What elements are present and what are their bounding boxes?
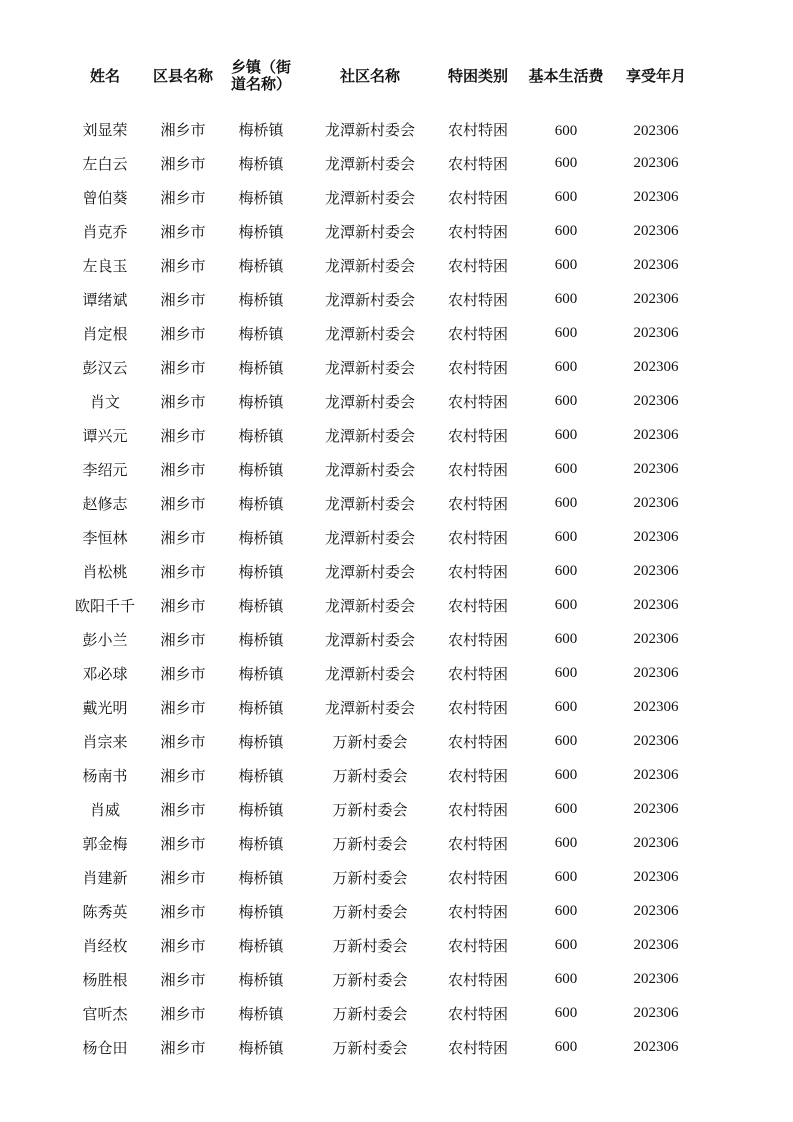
cell-start-month: 202306	[633, 188, 679, 205]
cell-start-month: 202306	[633, 732, 679, 749]
cell-name: 肖威	[89, 800, 120, 819]
cell-category: 农村特困	[447, 868, 508, 887]
cell-category: 农村特困	[447, 936, 508, 955]
cell-county: 湘乡市	[160, 290, 206, 309]
cell-living-allowance: 600	[554, 494, 578, 511]
cell-community: 万新村委会	[332, 834, 408, 853]
cell-name: 刘显荣	[82, 121, 128, 139]
cell-township: 梅桥镇	[238, 290, 284, 309]
cell-start-month: 202306	[633, 358, 679, 375]
cell-county: 湘乡市	[160, 664, 206, 683]
cell-name: 曾伯葵	[82, 188, 128, 207]
cell-living-allowance: 600	[554, 528, 578, 545]
cell-name: 肖宗来	[82, 732, 128, 751]
cell-township: 梅桥镇	[238, 1004, 284, 1023]
subsidy-table	[66, 54, 696, 1064]
cell-township: 梅桥镇	[238, 358, 284, 377]
table-row	[66, 98, 696, 146]
cell-living-allowance: 600	[554, 732, 578, 749]
header-county: 区县名称	[152, 66, 213, 85]
cell-category: 农村特困	[447, 664, 508, 683]
cell-start-month: 202306	[633, 800, 679, 817]
cell-start-month: 202306	[633, 528, 679, 545]
cell-county: 湘乡市	[160, 936, 206, 955]
cell-community: 龙潭新村委会	[324, 121, 415, 139]
cell-start-month: 202306	[633, 392, 679, 409]
cell-start-month: 202306	[633, 766, 679, 783]
cell-start-month: 202306	[633, 123, 679, 139]
cell-start-month: 202306	[633, 290, 679, 307]
cell-name: 欧阳千千	[74, 596, 135, 615]
cell-community: 龙潭新村委会	[324, 562, 415, 581]
cell-county: 湘乡市	[160, 256, 206, 275]
cell-living-allowance: 600	[554, 664, 578, 681]
table-row	[66, 384, 696, 418]
cell-community: 万新村委会	[332, 970, 408, 989]
cell-name: 肖克乔	[82, 222, 128, 241]
cell-start-month: 202306	[633, 868, 679, 885]
cell-community: 龙潭新村委会	[324, 698, 415, 717]
cell-county: 湘乡市	[160, 460, 206, 479]
header-category: 特困类别	[447, 66, 508, 85]
cell-living-allowance: 600	[554, 392, 578, 409]
cell-name: 杨南书	[82, 766, 128, 785]
cell-county: 湘乡市	[160, 121, 206, 139]
cell-community: 龙潭新村委会	[324, 494, 415, 513]
cell-living-allowance: 600	[554, 698, 578, 715]
cell-county: 湘乡市	[160, 596, 206, 615]
cell-name: 官听杰	[82, 1004, 128, 1023]
header-row	[66, 54, 696, 98]
cell-name: 李绍元	[82, 460, 128, 479]
cell-county: 湘乡市	[160, 970, 206, 989]
cell-category: 农村特困	[447, 834, 508, 853]
table-row	[66, 588, 696, 622]
cell-county: 湘乡市	[160, 154, 206, 173]
cell-living-allowance: 600	[554, 426, 578, 443]
cell-township: 梅桥镇	[238, 630, 284, 649]
cell-living-allowance: 600	[554, 154, 578, 171]
cell-community: 龙潭新村委会	[324, 358, 415, 377]
cell-name: 郭金梅	[82, 834, 128, 853]
table-header	[66, 54, 696, 98]
cell-start-month: 202306	[633, 970, 679, 987]
cell-start-month: 202306	[633, 902, 679, 919]
cell-category: 农村特困	[447, 800, 508, 819]
cell-township: 梅桥镇	[238, 936, 284, 955]
cell-category: 农村特困	[447, 528, 508, 547]
cell-name: 彭汉云	[82, 358, 128, 377]
table-row	[66, 214, 696, 248]
cell-county: 湘乡市	[160, 766, 206, 785]
cell-name: 肖文	[89, 392, 120, 411]
cell-township: 梅桥镇	[238, 596, 284, 615]
table-row	[66, 860, 696, 894]
cell-community: 龙潭新村委会	[324, 392, 415, 411]
cell-living-allowance: 600	[554, 766, 578, 783]
cell-county: 湘乡市	[160, 188, 206, 207]
cell-township: 梅桥镇	[238, 834, 284, 853]
cell-living-allowance: 600	[554, 1004, 578, 1021]
cell-name: 左白云	[82, 154, 128, 173]
cell-category: 农村特困	[447, 562, 508, 581]
cell-township: 梅桥镇	[238, 392, 284, 411]
cell-name: 戴光明	[82, 698, 128, 717]
cell-community: 万新村委会	[332, 868, 408, 887]
cell-township: 梅桥镇	[238, 256, 284, 275]
cell-community: 龙潭新村委会	[324, 630, 415, 649]
cell-category: 农村特困	[447, 188, 508, 207]
cell-living-allowance: 600	[554, 834, 578, 851]
cell-start-month: 202306	[633, 936, 679, 953]
cell-township: 梅桥镇	[238, 698, 284, 717]
cell-county: 湘乡市	[160, 732, 206, 751]
header-township	[222, 54, 300, 98]
cell-category: 农村特困	[447, 460, 508, 479]
table-row	[66, 826, 696, 860]
cell-township: 梅桥镇	[238, 800, 284, 819]
cell-community: 万新村委会	[332, 1038, 408, 1057]
cell-community: 龙潭新村委会	[324, 426, 415, 445]
cell-living-allowance: 600	[554, 630, 578, 647]
cell-county: 湘乡市	[160, 902, 206, 921]
cell-community: 龙潭新村委会	[324, 528, 415, 547]
cell-living-allowance: 600	[554, 324, 578, 341]
cell-community: 龙潭新村委会	[324, 324, 415, 343]
cell-living-allowance: 600	[554, 800, 578, 817]
cell-category: 农村特困	[447, 154, 508, 173]
cell-name: 杨仓田	[82, 1038, 128, 1057]
cell-township: 梅桥镇	[238, 562, 284, 581]
cell-township: 梅桥镇	[238, 970, 284, 989]
table-row	[66, 316, 696, 350]
cell-category: 农村特困	[447, 121, 508, 139]
table-row	[66, 146, 696, 180]
cell-township: 梅桥镇	[238, 324, 284, 343]
table-row	[66, 690, 696, 724]
cell-living-allowance: 600	[554, 358, 578, 375]
table-row	[66, 180, 696, 214]
table-row	[66, 792, 696, 826]
table-row	[66, 724, 696, 758]
table-row	[66, 248, 696, 282]
cell-name: 谭兴元	[82, 426, 128, 445]
cell-community: 龙潭新村委会	[324, 188, 415, 207]
cell-name: 赵修志	[82, 494, 128, 513]
cell-living-allowance: 600	[554, 188, 578, 205]
cell-community: 龙潭新村委会	[324, 154, 415, 173]
cell-county: 湘乡市	[160, 222, 206, 241]
cell-community: 龙潭新村委会	[324, 222, 415, 241]
cell-category: 农村特困	[447, 970, 508, 989]
cell-living-allowance: 600	[554, 936, 578, 953]
table-row	[66, 1030, 696, 1064]
cell-category: 农村特困	[447, 630, 508, 649]
cell-county: 湘乡市	[160, 494, 206, 513]
cell-township: 梅桥镇	[238, 222, 284, 241]
cell-start-month: 202306	[633, 834, 679, 851]
cell-township: 梅桥镇	[238, 868, 284, 887]
cell-township: 梅桥镇	[238, 664, 284, 683]
cell-living-allowance: 600	[554, 868, 578, 885]
cell-living-allowance: 600	[554, 290, 578, 307]
cell-community: 万新村委会	[332, 1004, 408, 1023]
cell-start-month: 202306	[633, 256, 679, 273]
table-row	[66, 418, 696, 452]
cell-category: 农村特困	[447, 426, 508, 445]
cell-start-month: 202306	[633, 460, 679, 477]
cell-name: 谭绪斌	[82, 290, 128, 309]
cell-community: 龙潭新村委会	[324, 290, 415, 309]
cell-county: 湘乡市	[160, 868, 206, 887]
cell-township: 梅桥镇	[238, 766, 284, 785]
table-row	[66, 554, 696, 588]
cell-county: 湘乡市	[160, 562, 206, 581]
cell-start-month: 202306	[633, 596, 679, 613]
cell-start-month: 202306	[633, 426, 679, 443]
cell-living-allowance: 600	[554, 562, 578, 579]
cell-township: 梅桥镇	[238, 426, 284, 445]
cell-county: 湘乡市	[160, 426, 206, 445]
cell-start-month: 202306	[633, 1038, 679, 1055]
cell-start-month: 202306	[633, 324, 679, 341]
cell-category: 农村特困	[447, 256, 508, 275]
cell-living-allowance: 600	[554, 460, 578, 477]
cell-start-month: 202306	[633, 630, 679, 647]
cell-community: 万新村委会	[332, 732, 408, 751]
cell-start-month: 202306	[633, 1004, 679, 1021]
cell-name: 肖松桃	[82, 562, 128, 581]
cell-township: 梅桥镇	[238, 902, 284, 921]
cell-name: 肖经枚	[82, 936, 128, 955]
cell-community: 龙潭新村委会	[324, 256, 415, 275]
cell-township: 梅桥镇	[238, 188, 284, 207]
table-row	[66, 996, 696, 1030]
cell-county: 湘乡市	[160, 834, 206, 853]
table-row	[66, 622, 696, 656]
cell-county: 湘乡市	[160, 392, 206, 411]
cell-category: 农村特困	[447, 698, 508, 717]
cell-community: 龙潭新村委会	[324, 664, 415, 683]
cell-county: 湘乡市	[160, 630, 206, 649]
cell-community: 万新村委会	[332, 800, 408, 819]
cell-name: 肖定根	[82, 324, 128, 343]
table-row	[66, 282, 696, 316]
table-row	[66, 928, 696, 962]
cell-category: 农村特困	[447, 1038, 508, 1057]
cell-township: 梅桥镇	[238, 154, 284, 173]
cell-township: 梅桥镇	[238, 121, 284, 139]
cell-community: 龙潭新村委会	[324, 596, 415, 615]
cell-living-allowance: 600	[554, 256, 578, 273]
header-start-month: 享受年月	[625, 66, 686, 85]
table-row	[66, 962, 696, 996]
cell-start-month: 202306	[633, 664, 679, 681]
cell-category: 农村特困	[447, 324, 508, 343]
cell-county: 湘乡市	[160, 528, 206, 547]
table-row	[66, 452, 696, 486]
cell-county: 湘乡市	[160, 800, 206, 819]
cell-township: 梅桥镇	[238, 528, 284, 547]
cell-community: 万新村委会	[332, 936, 408, 955]
cell-township: 梅桥镇	[238, 732, 284, 751]
cell-category: 农村特困	[447, 732, 508, 751]
cell-name: 陈秀英	[82, 902, 128, 921]
header-name: 姓名	[89, 66, 120, 85]
cell-county: 湘乡市	[160, 1038, 206, 1057]
cell-county: 湘乡市	[160, 1004, 206, 1023]
table-row	[66, 520, 696, 554]
cell-category: 农村特困	[447, 222, 508, 241]
cell-county: 湘乡市	[160, 358, 206, 377]
header-township-label: 乡镇（街道名称）	[230, 58, 291, 93]
cell-county: 湘乡市	[160, 324, 206, 343]
cell-living-allowance: 600	[554, 970, 578, 987]
cell-category: 农村特困	[447, 494, 508, 513]
table-row	[66, 486, 696, 520]
cell-name: 邓必球	[82, 664, 128, 683]
cell-community: 龙潭新村委会	[324, 460, 415, 479]
cell-category: 农村特困	[447, 766, 508, 785]
cell-name: 杨胜根	[82, 970, 128, 989]
cell-category: 农村特困	[447, 358, 508, 377]
cell-category: 农村特困	[447, 596, 508, 615]
cell-start-month: 202306	[633, 222, 679, 239]
cell-start-month: 202306	[633, 698, 679, 715]
table-body	[66, 98, 696, 1064]
cell-name: 李恒林	[82, 528, 128, 547]
cell-living-allowance: 600	[554, 222, 578, 239]
cell-living-allowance: 600	[554, 123, 578, 139]
cell-township: 梅桥镇	[238, 1038, 284, 1057]
cell-category: 农村特困	[447, 290, 508, 309]
cell-start-month: 202306	[633, 154, 679, 171]
cell-community: 万新村委会	[332, 902, 408, 921]
cell-category: 农村特困	[447, 1004, 508, 1023]
table-row	[66, 894, 696, 928]
cell-name: 左良玉	[82, 256, 128, 275]
cell-start-month: 202306	[633, 494, 679, 511]
cell-name: 彭小兰	[82, 630, 128, 649]
cell-category: 农村特困	[447, 902, 508, 921]
cell-township: 梅桥镇	[238, 460, 284, 479]
cell-county: 湘乡市	[160, 698, 206, 717]
cell-living-allowance: 600	[554, 902, 578, 919]
table-row	[66, 656, 696, 690]
cell-living-allowance: 600	[554, 1038, 578, 1055]
cell-community: 万新村委会	[332, 766, 408, 785]
header-living-allowance: 基本生活费	[528, 66, 604, 85]
header-community: 社区名称	[339, 66, 400, 85]
cell-category: 农村特困	[447, 392, 508, 411]
cell-name: 肖建新	[82, 868, 128, 887]
table-row	[66, 758, 696, 792]
cell-township: 梅桥镇	[238, 494, 284, 513]
cell-start-month: 202306	[633, 562, 679, 579]
cell-living-allowance: 600	[554, 596, 578, 613]
table-row	[66, 350, 696, 384]
